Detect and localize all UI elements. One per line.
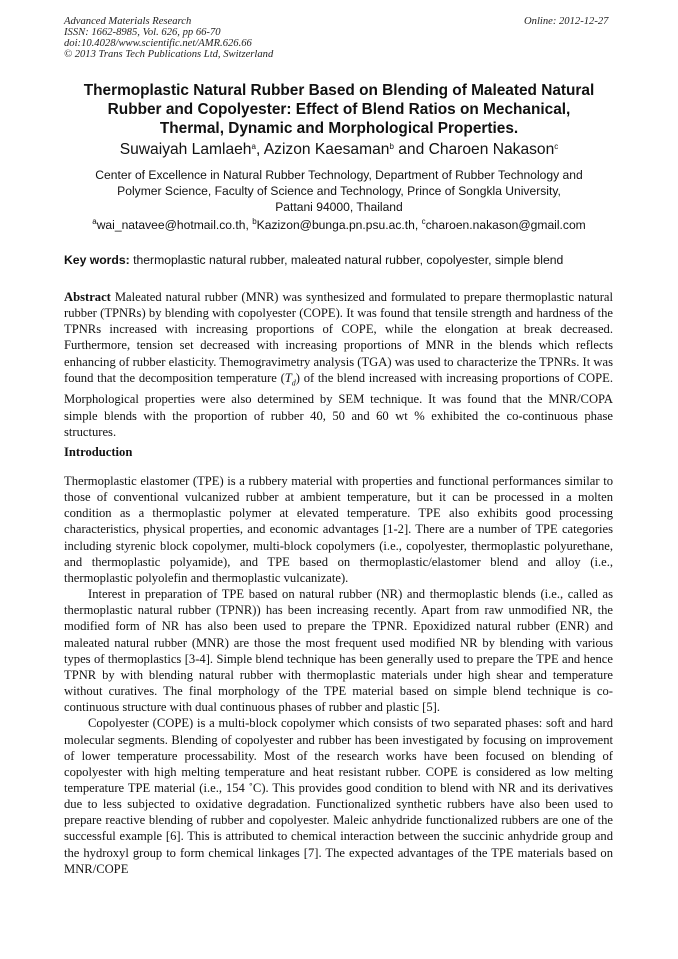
title-line: Rubber and Copolyester: Effect of Blend Ratios on Mechanical, [107,101,571,118]
online-date: Online: 2012-12-27 [524,16,609,27]
abstract-text: ) of the blend increased with increasing proportions of COPE. Morphological properties were also determined by SEM technique. It was found that the MNR/COPA simple blends with the proportion of rubber 40, 50 and 60 wt % exhibited the co-continuous phase structures. [64,370,613,439]
affiliation-line: Polymer Science, Faculty of Science and Technology, Prince of Songkla University, [117,184,561,199]
affiliation-mark: c [554,142,559,151]
abstract-text: Maleated natural rubber (MNR) was synthesized and formulated to prepare thermoplastic natural rubber (TPNRs) by blending with copolyester (COPE). It was found that tensile strength and hardness of the TPNRs increased with increasing proportions of COPE, while the elongation at break decreased. Furthermore, tension set decreased with increasing proportions of MNR in the blends which reflects enhancing of rubber elasticity. Themogravimetry analysis (TGA) was used to characterize the TPNRs. It was found that the decomposition temperature ( [64,290,613,385]
journal-name: Advanced Materials Research [64,16,192,27]
paper-title [40,81,638,138]
doi-line: doi:10.4028/www.scientific.net/AMR.626.66 [64,38,252,49]
td-symbol: T [284,370,292,385]
td-subscript: d [291,378,296,388]
email-mark: b [252,217,257,226]
affiliation-mark: a [251,142,256,151]
affiliation-mark: b [389,142,394,151]
author-separator: and [393,141,429,158]
author-name: Charoen Nakason [428,141,555,158]
author-list [40,140,638,161]
email-link[interactable]: Kazizon@bunga.pn.psu.ac.th [256,218,415,232]
paragraph: Interest in preparation of TPE based on natural rubber (NR) and thermoplastic blends (i.e., called as thermoplastic natural rubber (TPNR)) has been increasing recently. Apart from raw unmodified NR, the modified form of NR has also been used to prepare the TPNR. Epoxidized natural rubber (ENR) and maleated natural rubber (MNR) are those the most frequent used modified NR by blending with various types of thermoplastics [3-4]. Simple blend technique has been generally used to prepare the TPE and hence TPNR by with blending natural rubber with thermoplastic materials under high shear and temperature without curatives. The final morphology of the TPE material based on simple blend technique is co-continuous structure with dual continuous phases of rubber and plastic [5]. [64,587,613,715]
keywords [64,252,624,268]
email-mark: a [92,217,97,226]
email-separator: , [245,218,253,232]
email-link[interactable]: wai_natavee@hotmail.co.th [96,218,246,232]
introduction-body [64,473,613,877]
title-line: Thermoplastic Natural Rubber Based on Blending of Maleated Natural [83,82,595,99]
affiliation-line: Center of Excellence in Natural Rubber Technology, Department of Rubber Technology and [95,168,583,182]
author-name: Suwaiyah Lamlaeh [119,141,252,158]
copyright-line: © 2013 Trans Tech Publications Ltd, Switzerland [64,49,274,60]
author-emails [40,217,638,235]
author-name: Azizon Kaesaman [263,141,390,158]
section-heading-introduction: Introduction [64,445,133,459]
keywords-label: Key words: [64,253,130,267]
abstract-label: Abstract [64,290,111,304]
keywords-text: thermoplastic natural rubber, maleated natural rubber, copolyester, simple blend [129,253,564,267]
affiliation-line: Pattani 94000, Thailand [275,200,403,215]
author-separator: , [255,141,264,158]
email-link[interactable]: charoen.nakason@gmail.com [425,218,586,232]
email-mark: c [421,217,426,226]
issn-line: ISSN: 1662-8985, Vol. 626, pp 66-70 [64,27,221,38]
paragraph: Copolyester (COPE) is a multi-block copolymer which consists of two separated phases: soft and hard molecular segments. Blending of copolyester and rubber has been investigated by focusing on improvement of lower temperature processability. Most of the research works have been focused on blending of copolyester with high melting temperature and heat resistant rubber. COPE is considered as low melting temperature TPE material (i.e., 154 ˚C). This provides good condition to blend with NR and its derivatives due to less subjected to oxidative degradation. Functionalized synthetic rubbers have also been used to prepare reactive blending of rubber and copolyester. Maleic anhydride functionalized rubbers are one of the successful example [6]. This is attributed to chemical interaction between the succinic anhydride group and the hydroxyl group to form chemical linkages [7]. The expected advantages of the TPE materials based on MNR/COPE [64,716,613,876]
title-line: Thermal, Dynamic and Morphological Properties. [159,120,519,137]
affiliation [40,167,638,216]
journal-info [64,16,273,60]
email-separator: , [414,218,422,232]
abstract [64,289,613,440]
paragraph: Thermoplastic elastomer (TPE) is a rubbery material with properties and functional performances similar to those of conventional vulcanized rubber at ambient temperature, but it can be processed in a molten condition as a thermoplastic polymer at elevated temperature. TPE also exhibits good processing characteristics, physical properties, and economic advantages [1-2]. There are a number of TPE categories including styrenic block copolymer, multi-block copolymers (i.e., copolyester, thermoplastic polyurethane, and thermoplastic polyamide), and TPE based on thermoplastic/elastomer blend and alloy (i.e., thermoplastic polyolefin and thermoplastic vulcanizate). [64,474,613,585]
